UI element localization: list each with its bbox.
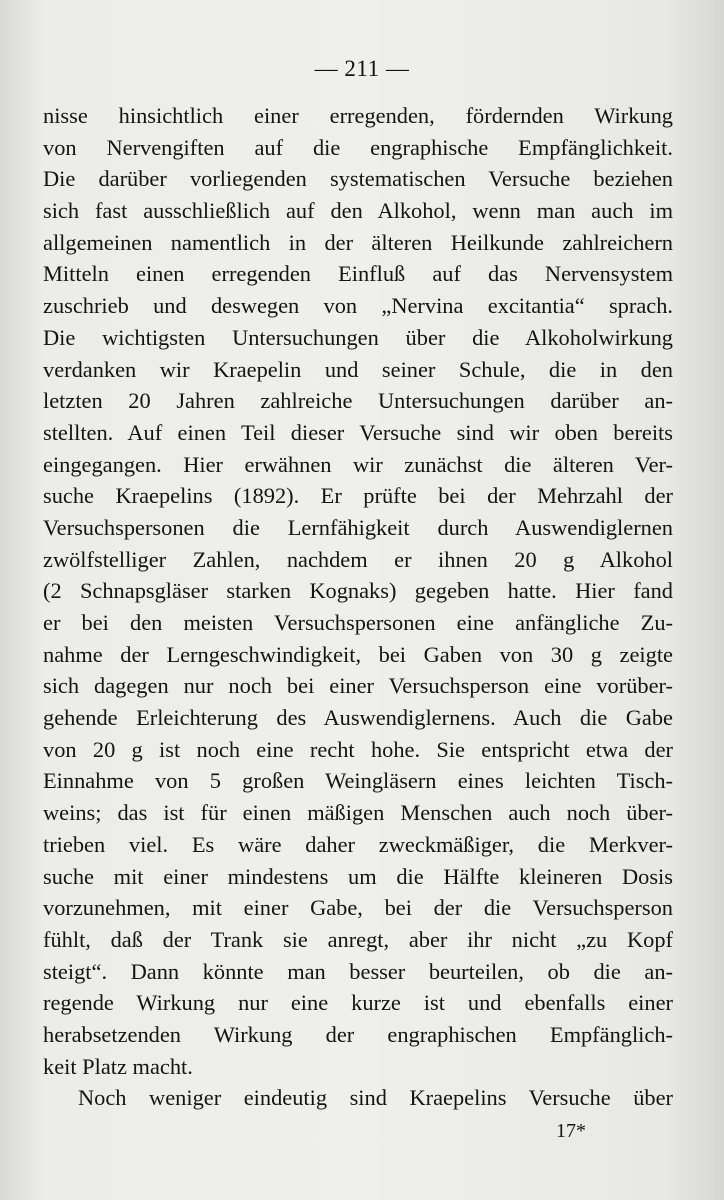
text-line: suche Kraepelins (1892). Er prüfte bei der Mehrzahl der	[43, 483, 673, 509]
text-line: eingegangen. Hier erwähnen wir zunächst die älteren Ver-	[43, 451, 673, 477]
text-line: nisse hinsichtlich einer erregenden, fördernden Wirkung	[43, 103, 673, 128]
text-line: verdanken wir Kraepelin und seiner Schule, die in den	[43, 356, 673, 382]
text-line: (2 Schnapsgläser starken Kognaks) gegeben hatte. Hier fand	[43, 578, 673, 604]
text-line: allgemeinen namentlich in der älteren Heilkunde zahlreichern	[43, 229, 673, 255]
text-line: nahme der Lerngeschwindigkeit, bei Gaben von 30 g zeigte	[43, 641, 673, 667]
text-line: steigt“. Dann könnte man besser beurteilen, ob die an-	[43, 958, 673, 984]
text-line: von Nervengiften auf die engraphische Empfänglichkeit.	[43, 134, 673, 160]
text-line: zuschrieb und deswegen von „Nervina excitantia“ sprach.	[43, 293, 673, 319]
text-line: trieben viel. Es wäre daher zweckmäßiger, die Merkver-	[43, 831, 673, 857]
text-line: stellten. Auf einen Teil dieser Versuche sind wir oben bereits	[43, 419, 673, 445]
text-line: suche mit einer mindestens um die Hälfte kleineren Dosis	[43, 863, 673, 889]
text-line: sich fast ausschließlich auf den Alkohol, wenn man auch im	[43, 198, 673, 224]
text-line: weins; das ist für einen mäßigen Menschen auch noch über-	[43, 800, 673, 826]
text-line: Versuchspersonen die Lernfähigkeit durch Auswendiglernen	[43, 514, 673, 540]
text-line: herabsetzenden Wirkung der engraphischen Empfänglich-	[43, 1021, 673, 1047]
text-line: Mitteln einen erregenden Einfluß auf das Nervensystem	[43, 261, 673, 287]
text-line: Die wichtigsten Untersuchungen über die Alkoholwirkung	[43, 324, 673, 350]
text-line: zwölfstelliger Zahlen, nachdem er ihnen 20 g Alkohol	[43, 546, 673, 572]
body-text	[43, 100, 673, 1114]
text-line: letzten 20 Jahren zahlreiche Untersuchungen darüber an-	[43, 388, 673, 414]
text-line: gehende Erleichterung des Auswendiglernens. Auch die Gabe	[43, 705, 673, 731]
paragraph-start-line: Noch weniger eindeutig sind Kraepelins Versuche über	[78, 1085, 673, 1111]
page-number: — 211 —	[314, 56, 410, 81]
paragraph-end-line: keit Platz macht.	[43, 1053, 193, 1079]
text-line: sich dagegen nur noch bei einer Versuchsperson eine vorüber-	[43, 673, 673, 699]
text-line: von 20 g ist noch eine recht hohe. Sie entspricht etwa der	[43, 736, 673, 762]
text-line: vorzunehmen, mit einer Gabe, bei der die Versuchsperson	[43, 895, 673, 921]
text-line: Einnahme von 5 großen Weingläsern eines leichten Tisch-	[43, 768, 673, 794]
text-line: er bei den meisten Versuchspersonen eine anfängliche Zu-	[43, 610, 673, 635]
text-line: fühlt, daß der Trank sie anregt, aber ihr nicht „zu Kopf	[43, 926, 673, 952]
signature-mark: 17*	[556, 1120, 586, 1142]
text-line: regende Wirkung nur eine kurze ist und ebenfalls einer	[43, 990, 673, 1016]
text-line: Die darüber vorliegenden systematischen Versuche beziehen	[43, 166, 673, 192]
